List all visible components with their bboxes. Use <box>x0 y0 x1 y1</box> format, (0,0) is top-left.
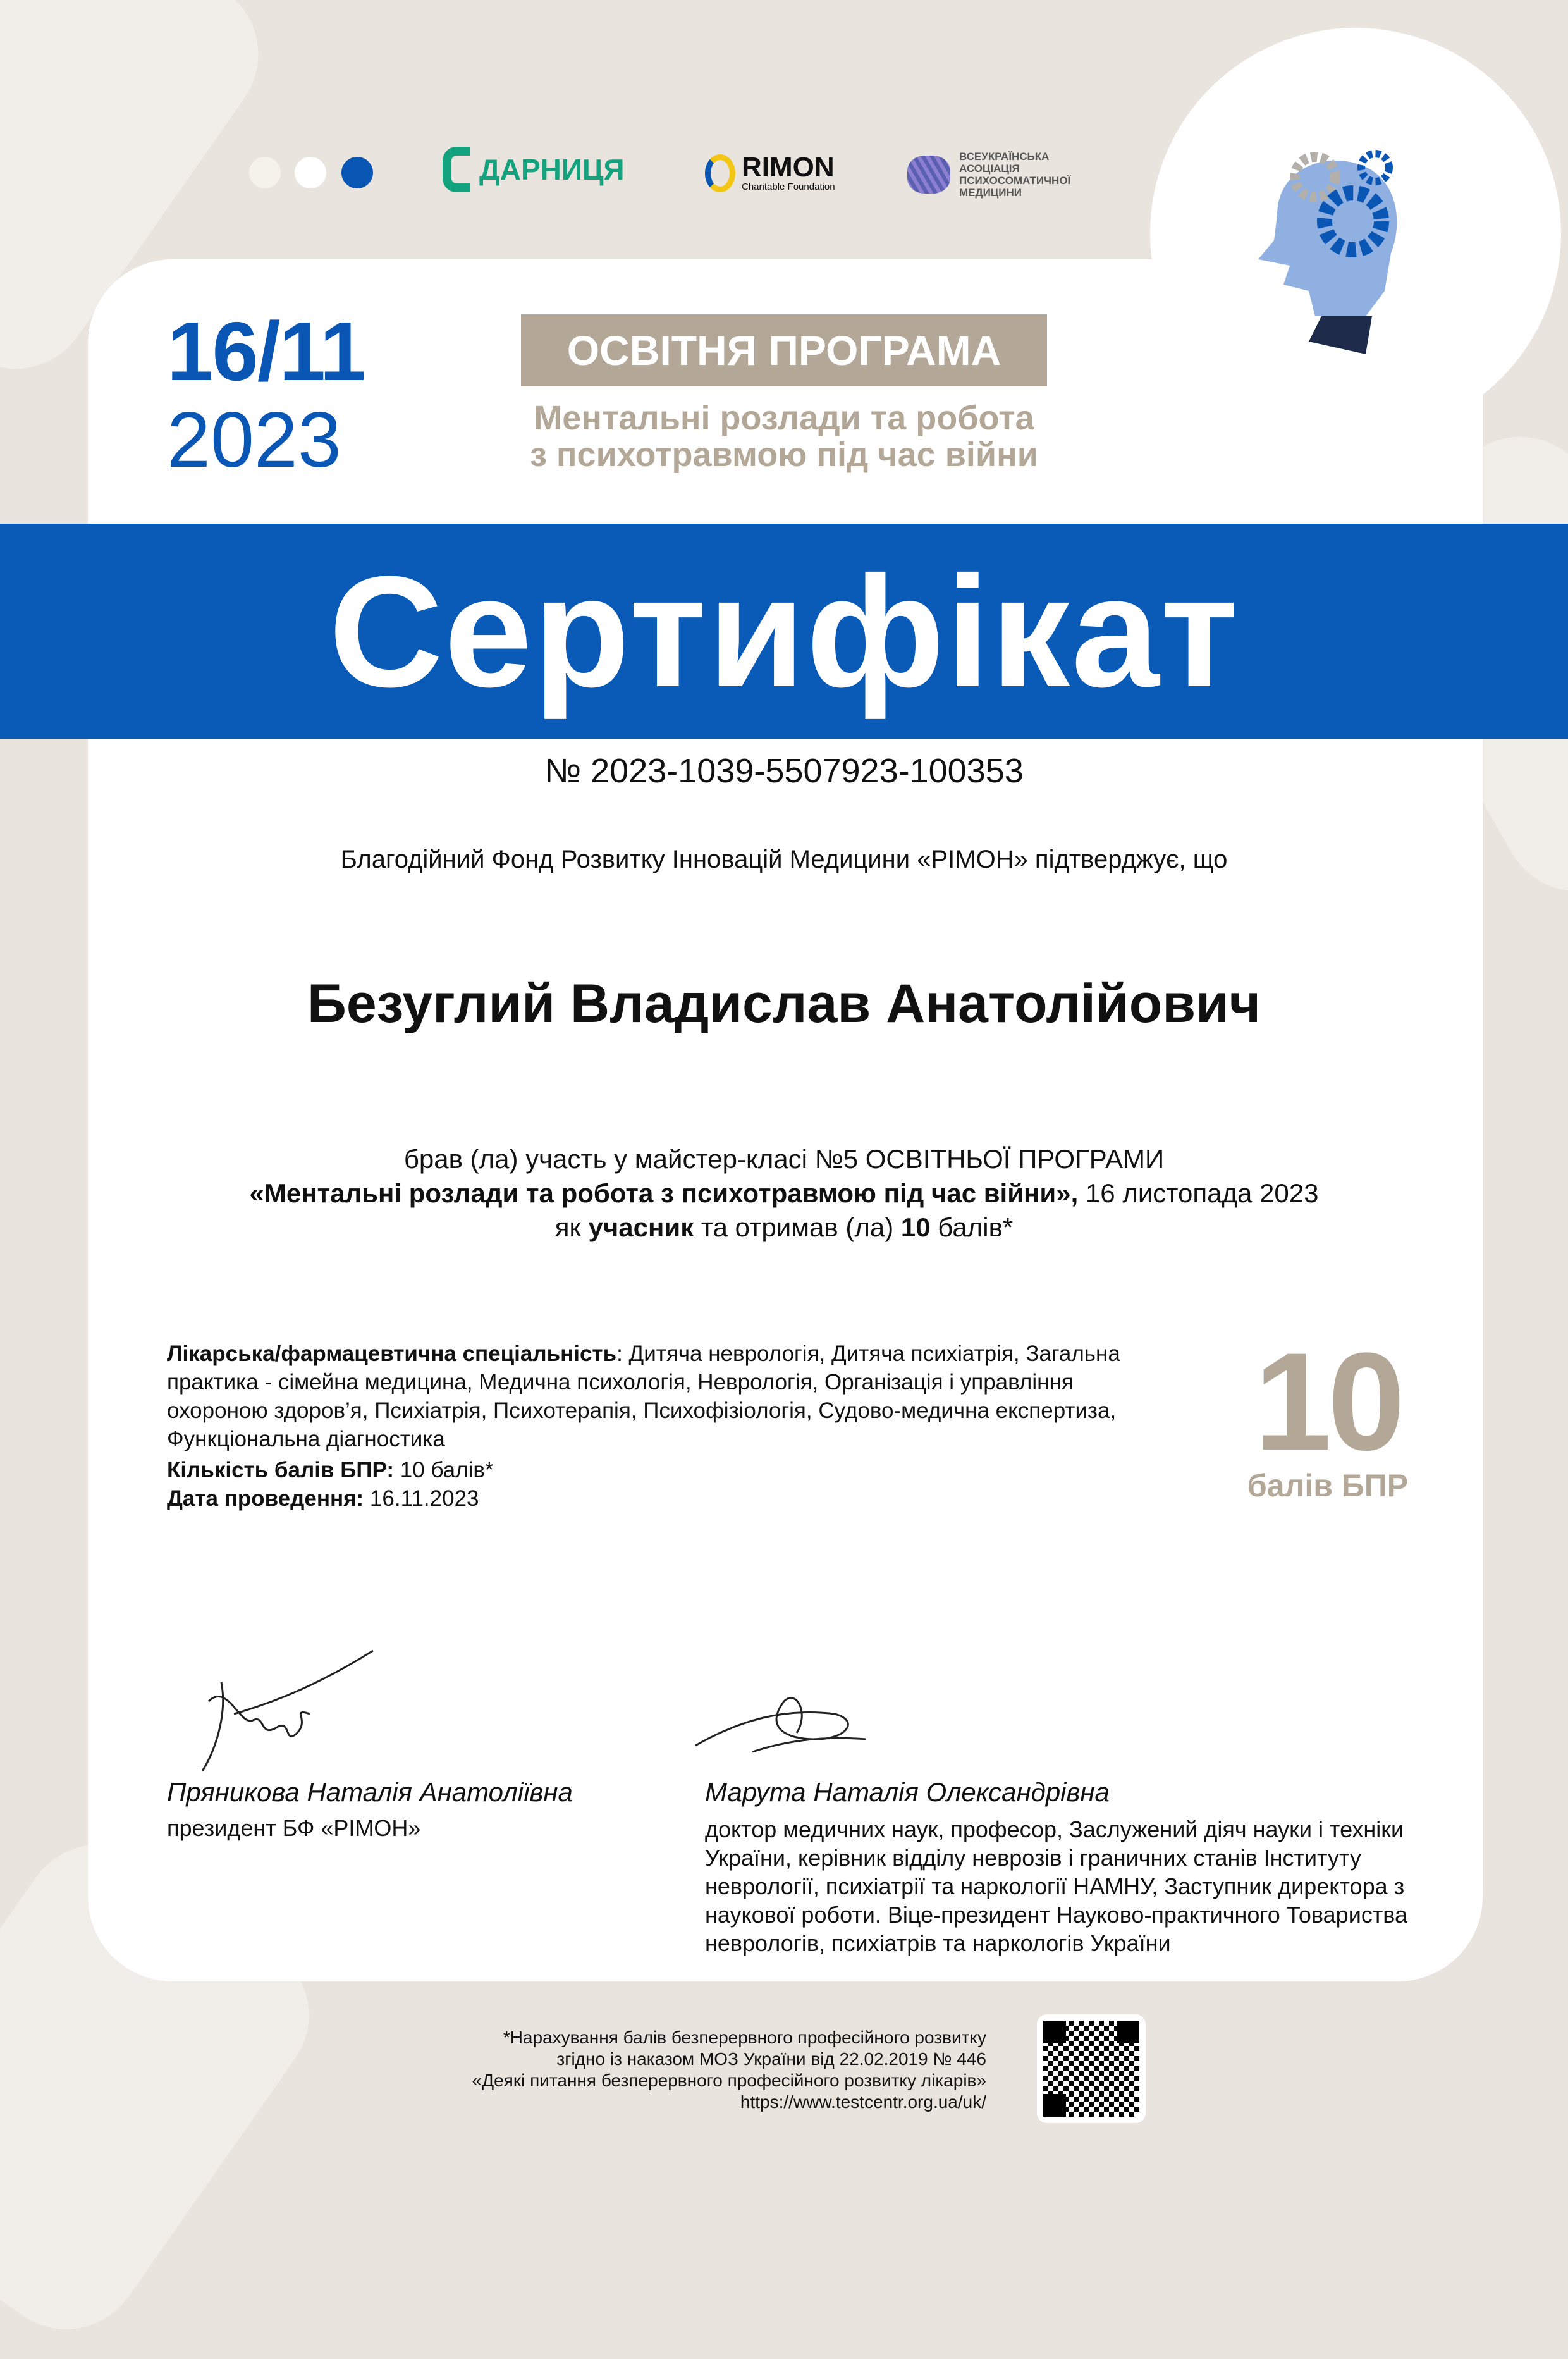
association-logo-text: МЕДИЦИНИ <box>959 187 1022 199</box>
points-value: 10 балів* <box>394 1458 494 1482</box>
association-logo-text: ПСИХОСОМАТИЧНОЇ <box>959 175 1071 187</box>
qr-code[interactable] <box>1037 2014 1146 2123</box>
certificate-number: № 2023-1039-5507923-100353 <box>544 752 1024 790</box>
body-line <box>0 1210 1568 1245</box>
points-label: Кількість балів БПР: <box>167 1458 395 1482</box>
specialty-value: : Дитяча неврологія, Дитяча психіатрія, Загальна практика - сімейна медицина, Медична психологія, Неврологія, Організація і управління охороною здоров’я, Психіатрія, Психотерапія, Психофізіологія, Судово-медична експертиза, Функціональна діагностика <box>167 1341 1120 1451</box>
footnote-line: згідно із наказом МОЗ України від 22.02.2019 № 446 <box>556 2049 986 2069</box>
score-unit: балів БПР <box>1247 1468 1409 1503</box>
signature-1 <box>183 1644 386 1783</box>
head-gears-illustration <box>1239 126 1429 392</box>
darnytsia-logo-text: ДАРНИЦЯ <box>479 153 625 186</box>
text: балів* <box>930 1212 1014 1242</box>
certificate-title: Сертифікат <box>0 524 1568 739</box>
rimon-logo <box>705 154 835 192</box>
score-value: 10 <box>1254 1324 1402 1479</box>
body-line: брав (ла) участь у майстер-класі №5 ОСВІТНЬОЇ ПРОГРАМИ <box>403 1144 1165 1174</box>
association-logo-text: ВСЕУКРАЇНСЬКА <box>959 151 1050 163</box>
decor-dot <box>295 157 326 188</box>
rimon-logo-text: RIMON <box>742 152 835 183</box>
association-logo <box>907 151 1070 199</box>
confirmation-text: Благодійний Фонд Розвитку Інновацій Медицини «РІМОН» підтверджує, що <box>340 846 1228 873</box>
role: учасник <box>588 1212 694 1242</box>
signer-1-role: президент БФ «РІМОН» <box>167 1815 421 1841</box>
signer-2-role: доктор медичних наук, професор, Заслужений діяч науки і техніки України, керівник відділу неврозів і граничних станів Інституту неврології, психіатрії та наркології НАМНУ, Заступник директора з наукової роботи. Віце-президент Науково-практичного Товариства неврологів, психіатрів та наркологів України <box>705 1816 1408 1956</box>
participation-text <box>0 1142 1568 1245</box>
decor-dot <box>341 157 373 188</box>
program-date: 16 листопада 2023 <box>1078 1178 1319 1208</box>
footnote-url[interactable]: https://www.testcentr.org.ua/uk/ <box>740 2092 986 2112</box>
points: 10 <box>900 1212 931 1242</box>
event-year: 2023 <box>167 397 341 484</box>
text: та отримав (ла) <box>694 1212 901 1242</box>
program-subtitle: з психотравмою під час війни <box>530 436 1038 474</box>
signature-2 <box>689 1670 879 1771</box>
body-line <box>0 1176 1568 1210</box>
text: як <box>554 1212 589 1242</box>
date-value: 16.11.2023 <box>364 1486 479 1511</box>
signer-1-name: Пряникова Наталія Анатоліївна <box>167 1777 573 1807</box>
footnote <box>379 2027 986 2113</box>
program-name: «Ментальні розлади та робота з психотравмою під час війни», <box>249 1178 1079 1208</box>
program-subtitle: Ментальні розлади та робота <box>534 399 1034 437</box>
association-logo-text: АСОЦІАЦІЯ <box>959 163 1020 175</box>
footnote-line: *Нарахування балів безперервного професійного розвитку <box>503 2028 986 2047</box>
program-label: ОСВІТНЯ ПРОГРАМА <box>521 314 1047 386</box>
details-block <box>167 1340 1166 1513</box>
points-row <box>167 1456 1166 1484</box>
rimon-logo-subtext: Charitable Foundation <box>742 182 835 192</box>
decor-dot <box>249 157 281 188</box>
recipient-name: Безуглий Владислав Анатолійович <box>307 973 1261 1034</box>
date-row <box>167 1484 1166 1513</box>
date-label: Дата проведення: <box>167 1486 364 1511</box>
event-date: 16/11 <box>167 305 365 398</box>
specialty <box>167 1340 1166 1453</box>
specialty-label: Лікарська/фармацевтична спеціальність <box>167 1341 617 1366</box>
darnytsia-logo <box>443 147 625 192</box>
footnote-line: «Деякі питання безперервного професійного розвитку лікарів» <box>472 2071 986 2090</box>
signer-2-name: Марута Наталія Олександрівна <box>705 1777 1110 1807</box>
